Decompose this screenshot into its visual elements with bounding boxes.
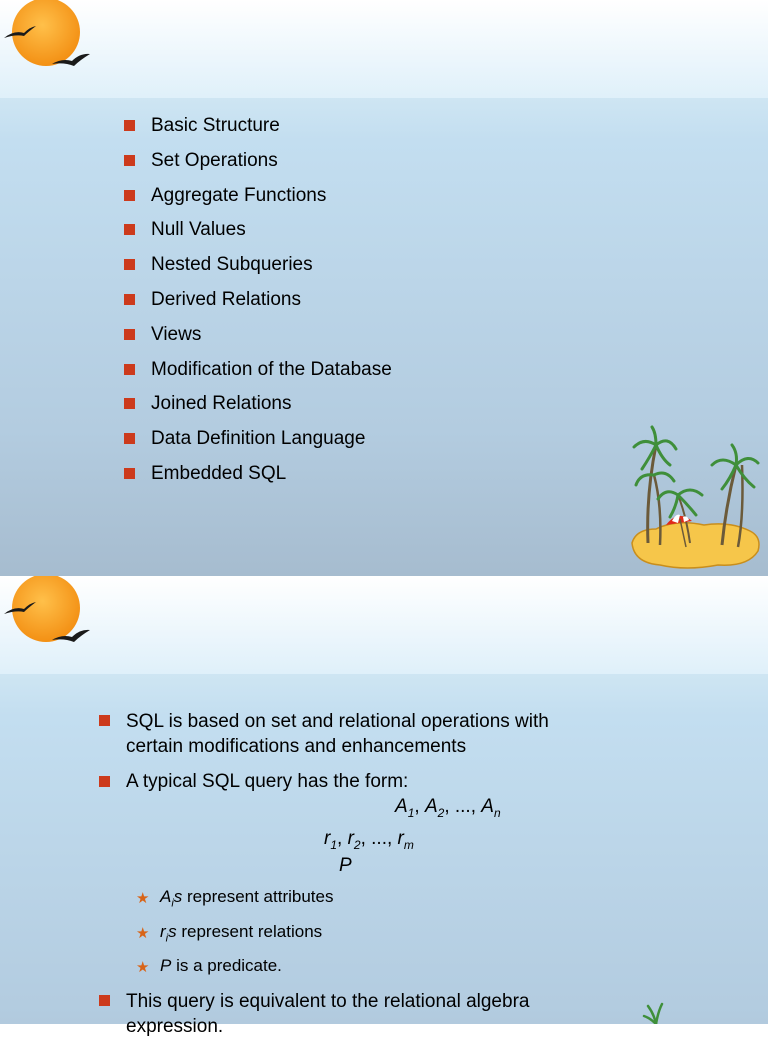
formula-var: A [481,796,494,817]
list-item-text: Aggregate Functions [151,184,327,206]
bullet-square-icon [124,190,135,201]
list-item [151,219,392,254]
list-item-text: Views [151,323,202,345]
list-item-text: Nested Subqueries [151,254,313,276]
formula-var: r [347,828,354,849]
list-item [151,150,392,185]
sun-with-birds-icon [0,0,100,75]
bullet-text: certain modifications and enhancements [126,736,467,757]
sub-index: i [171,897,174,910]
list-item-text: Data Definition Language [151,428,366,450]
sub-index: i [165,932,169,945]
bullet-square-icon [99,715,110,726]
list-item [151,254,392,289]
bullet-square-icon [124,398,135,409]
title-band [0,576,768,674]
sub-item-relations [160,922,322,944]
formula-predicate: P [339,855,352,876]
bullet-square-icon [124,120,135,131]
list-item-text: Null Values [151,219,246,241]
bullet-square-icon [124,294,135,305]
formula-var: A [395,796,408,817]
list-item [151,115,392,150]
bullet-query-form: A typical SQL query has the form: [126,771,409,792]
sub-text: is a predicate. [171,956,282,975]
list-item-text: Set Operations [151,149,278,171]
bullet-square-icon [99,776,110,787]
palm-island-icon [626,425,762,573]
formula-sub: m [403,837,414,852]
sub-var: r [160,922,166,941]
list-item-text: Basic Structure [151,115,280,136]
sub-var: P [160,956,172,975]
formula-sub: 2 [437,805,445,820]
sub-var: A [160,887,172,906]
list-item [151,393,392,428]
list-item [151,289,392,324]
list-item [151,428,392,463]
slide-2 [0,576,768,1024]
sun-with-birds-icon [0,576,100,651]
bullet-text: SQL is based on set and relational operations with [126,711,549,732]
sub-suffix: s [173,887,183,906]
star-bullet-icon: ★ [136,959,150,976]
bullet-square-icon [124,224,135,235]
list-item-text: Joined Relations [151,393,292,415]
star-bullet-icon: ★ [136,925,150,942]
bullet-square-icon [99,995,110,1006]
topic-list [151,115,392,498]
sub-suffix: s [168,922,177,941]
sub-text: represent attributes [182,887,334,906]
bullet-square-icon [124,329,135,340]
bullet-square-icon [124,364,135,375]
list-item-text: Derived Relations [151,288,301,310]
bullet-square-icon [124,155,135,166]
star-bullet-icon: ★ [136,890,150,907]
bullet-sql-basis [126,709,549,759]
formula-sub: 1 [407,805,415,820]
palm-island-icon [636,1002,676,1024]
formula-sub: 2 [353,837,361,852]
formula-var: A [424,796,438,817]
formula-attributes: $A_1$, $A_2$, ..., $A_n$ [395,796,501,820]
formula-sep: , ..., [360,828,398,849]
formula-sep: , ..., [444,796,482,817]
list-item [151,185,392,220]
bullet-text: This query is equivalent to the relational algebra [126,991,530,1012]
sub-item-attributes [160,887,334,909]
bullet-equivalence [126,989,529,1039]
bullet-text: expression. [126,1016,224,1037]
list-item [151,359,392,394]
title-band [0,0,768,98]
sub-item-predicate [160,956,282,976]
formula-var: r [324,828,331,849]
bullet-square-icon [124,259,135,270]
list-item-text: Embedded SQL [151,462,287,484]
formula-sub: 1 [330,837,338,852]
bullet-square-icon [124,433,135,444]
formula-sub: n [493,805,501,820]
list-item [151,324,392,359]
formula-relations: $r_1$, $r_2$, ..., $r_m$ [324,828,414,852]
list-item-text: Modification of the Database [151,358,392,380]
list-item [151,463,392,498]
formula-var: r [397,828,404,849]
sub-text: represent relations [176,922,323,941]
bullet-square-icon [124,468,135,479]
